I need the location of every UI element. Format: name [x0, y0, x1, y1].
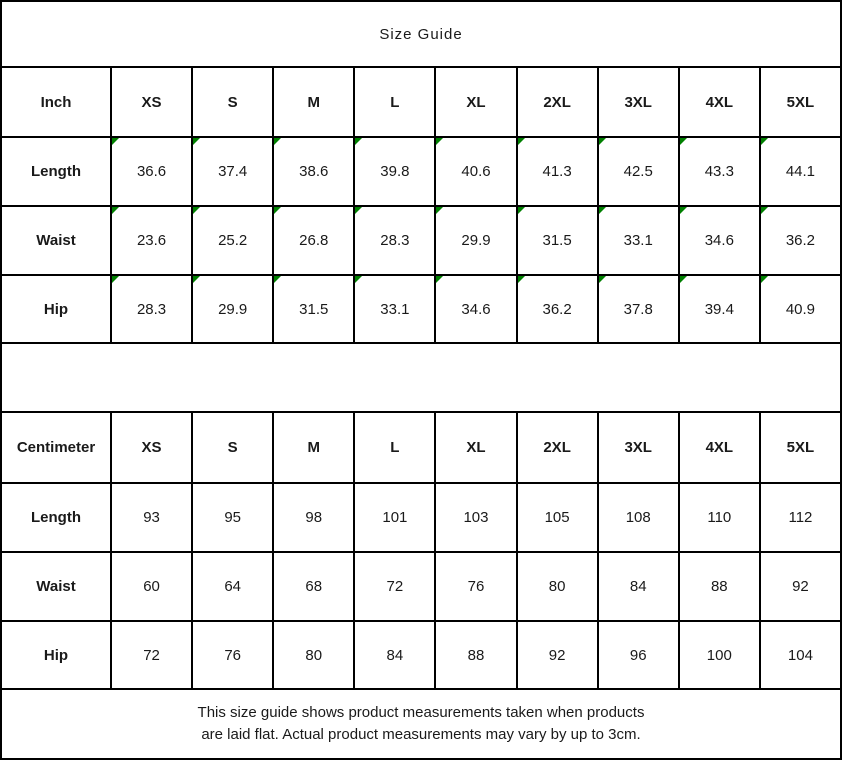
- cell-corner-flag-icon: [193, 138, 200, 145]
- cm-hip-row: [1, 621, 841, 689]
- cm-length-5xl: 112: [760, 483, 841, 552]
- cell-corner-flag-icon: [112, 276, 119, 283]
- page-title: Size Guide: [1, 1, 841, 67]
- cm-header-row: [1, 412, 841, 483]
- cell-corner-flag-icon: [599, 276, 606, 283]
- size-header-xl: XL: [435, 412, 516, 483]
- inch-waist-xl: 29.9: [435, 206, 516, 275]
- cell-corner-flag-icon: [680, 276, 687, 283]
- cm-hip-xs: 72: [111, 621, 192, 689]
- cm-waist-l: 72: [354, 552, 435, 621]
- row-label-waist: Waist: [1, 206, 111, 275]
- cm-waist-4xl: 88: [679, 552, 760, 621]
- inch-waist-2xl: 31.5: [517, 206, 598, 275]
- inch-length-m: 38.6: [273, 137, 354, 206]
- cell-corner-flag-icon: [761, 276, 768, 283]
- size-header-5xl: 5XL: [760, 412, 841, 483]
- inch-length-l: 39.8: [354, 137, 435, 206]
- inch-hip-5xl: 40.9: [760, 275, 841, 343]
- cell-corner-flag-icon: [274, 276, 281, 283]
- inch-header-row: [1, 67, 841, 137]
- cm-hip-l: 84: [354, 621, 435, 689]
- cell-corner-flag-icon: [112, 138, 119, 145]
- cell-corner-flag-icon: [355, 207, 362, 214]
- cm-length-row: [1, 483, 841, 552]
- cell-corner-flag-icon: [274, 207, 281, 214]
- cell-corner-flag-icon: [761, 207, 768, 214]
- inch-waist-l: 28.3: [354, 206, 435, 275]
- footer-note: [1, 689, 841, 759]
- footer-row: [1, 689, 841, 759]
- row-label-waist: Waist: [1, 552, 111, 621]
- cm-length-xs: 93: [111, 483, 192, 552]
- inch-length-4xl: 43.3: [679, 137, 760, 206]
- inch-waist-row: [1, 206, 841, 275]
- cm-length-m: 98: [273, 483, 354, 552]
- size-header-2xl: 2XL: [517, 67, 598, 137]
- row-label-hip: Hip: [1, 621, 111, 689]
- inch-length-5xl: 44.1: [760, 137, 841, 206]
- cm-waist-5xl: 92: [760, 552, 841, 621]
- cell-corner-flag-icon: [680, 138, 687, 145]
- size-header-xs: XS: [111, 412, 192, 483]
- cm-waist-s: 64: [192, 552, 273, 621]
- inch-waist-3xl: 33.1: [598, 206, 679, 275]
- inch-length-xs: 36.6: [111, 137, 192, 206]
- cell-corner-flag-icon: [761, 138, 768, 145]
- cm-waist-xl: 76: [435, 552, 516, 621]
- size-header-3xl: 3XL: [598, 412, 679, 483]
- cm-hip-m: 80: [273, 621, 354, 689]
- row-label-hip: Hip: [1, 275, 111, 343]
- inch-waist-4xl: 34.6: [679, 206, 760, 275]
- cell-corner-flag-icon: [193, 276, 200, 283]
- cell-corner-flag-icon: [193, 207, 200, 214]
- cm-hip-3xl: 96: [598, 621, 679, 689]
- inch-hip-xs: 28.3: [111, 275, 192, 343]
- inch-hip-m: 31.5: [273, 275, 354, 343]
- cell-corner-flag-icon: [518, 207, 525, 214]
- cell-corner-flag-icon: [436, 138, 443, 145]
- cell-corner-flag-icon: [274, 138, 281, 145]
- cm-hip-2xl: 92: [517, 621, 598, 689]
- size-header-l: L: [354, 67, 435, 137]
- cm-waist-2xl: 80: [517, 552, 598, 621]
- inch-hip-row: [1, 275, 841, 343]
- cm-length-3xl: 108: [598, 483, 679, 552]
- spacer-cell: [1, 343, 841, 412]
- cell-corner-flag-icon: [112, 207, 119, 214]
- inch-length-row: [1, 137, 841, 206]
- cm-length-xl: 103: [435, 483, 516, 552]
- cm-hip-xl: 88: [435, 621, 516, 689]
- footer-note-line2: are laid flat. Actual product measurements may vary by up to 3cm.: [201, 726, 641, 743]
- cm-hip-5xl: 104: [760, 621, 841, 689]
- inch-hip-l: 33.1: [354, 275, 435, 343]
- size-header-2xl: 2XL: [517, 412, 598, 483]
- inch-length-xl: 40.6: [435, 137, 516, 206]
- cm-hip-s: 76: [192, 621, 273, 689]
- inch-hip-xl: 34.6: [435, 275, 516, 343]
- cell-corner-flag-icon: [518, 138, 525, 145]
- cm-hip-4xl: 100: [679, 621, 760, 689]
- inch-hip-3xl: 37.8: [598, 275, 679, 343]
- cell-corner-flag-icon: [436, 207, 443, 214]
- cm-waist-m: 68: [273, 552, 354, 621]
- inch-hip-4xl: 39.4: [679, 275, 760, 343]
- inch-waist-5xl: 36.2: [760, 206, 841, 275]
- row-label-length: Length: [1, 137, 111, 206]
- cm-length-l: 101: [354, 483, 435, 552]
- inch-length-s: 37.4: [192, 137, 273, 206]
- cm-waist-3xl: 84: [598, 552, 679, 621]
- inch-length-2xl: 41.3: [517, 137, 598, 206]
- cell-corner-flag-icon: [436, 276, 443, 283]
- inch-length-3xl: 42.5: [598, 137, 679, 206]
- cm-unit-label: Centimeter: [1, 412, 111, 483]
- size-header-4xl: 4XL: [679, 412, 760, 483]
- size-header-m: M: [273, 412, 354, 483]
- spacer-row: [1, 343, 841, 412]
- size-header-5xl: 5XL: [760, 67, 841, 137]
- inch-unit-label: Inch: [1, 67, 111, 137]
- inch-hip-2xl: 36.2: [517, 275, 598, 343]
- size-header-3xl: 3XL: [598, 67, 679, 137]
- cell-corner-flag-icon: [355, 138, 362, 145]
- cm-length-s: 95: [192, 483, 273, 552]
- cm-waist-xs: 60: [111, 552, 192, 621]
- inch-waist-m: 26.8: [273, 206, 354, 275]
- cell-corner-flag-icon: [680, 207, 687, 214]
- inch-hip-s: 29.9: [192, 275, 273, 343]
- row-label-length: Length: [1, 483, 111, 552]
- inch-waist-s: 25.2: [192, 206, 273, 275]
- cell-corner-flag-icon: [355, 276, 362, 283]
- size-header-l: L: [354, 412, 435, 483]
- cm-waist-row: [1, 552, 841, 621]
- size-header-xs: XS: [111, 67, 192, 137]
- size-header-m: M: [273, 67, 354, 137]
- cell-corner-flag-icon: [599, 207, 606, 214]
- size-header-xl: XL: [435, 67, 516, 137]
- footer-note-line1: This size guide shows product measurements taken when products: [197, 703, 645, 721]
- title-row: [1, 1, 841, 67]
- size-header-s: S: [192, 412, 273, 483]
- inch-waist-xs: 23.6: [111, 206, 192, 275]
- size-header-4xl: 4XL: [679, 67, 760, 137]
- cm-length-2xl: 105: [517, 483, 598, 552]
- cell-corner-flag-icon: [518, 276, 525, 283]
- cm-length-4xl: 110: [679, 483, 760, 552]
- size-header-s: S: [192, 67, 273, 137]
- cell-corner-flag-icon: [599, 138, 606, 145]
